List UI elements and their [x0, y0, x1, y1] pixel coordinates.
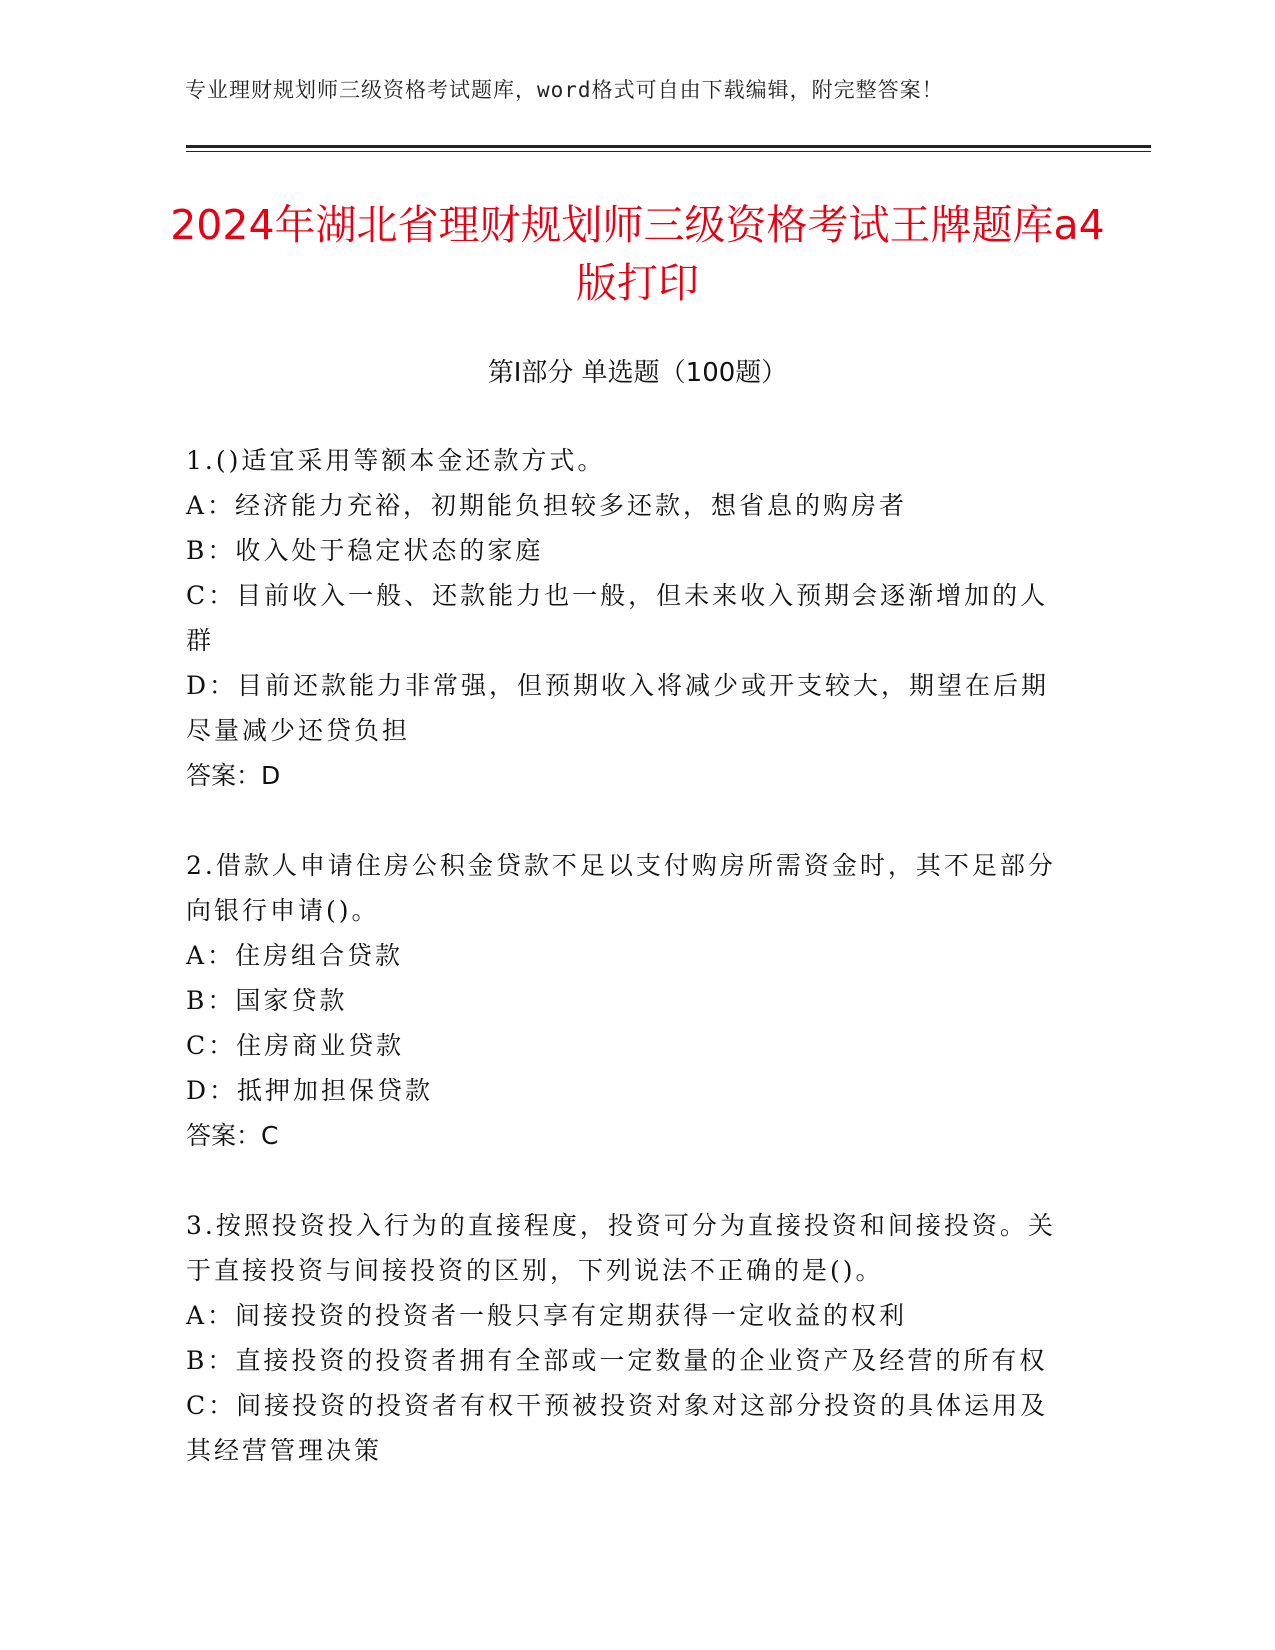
option-d: D：目前还款能力非常强，但预期收入将减少或开支较大，期望在后期尽量减少还贷负担: [186, 671, 1050, 745]
option-b: B：国家贷款: [186, 986, 348, 1015]
question-stem: 1.()适宜采用等额本金还款方式。: [186, 446, 606, 475]
option-a: A：经济能力充裕，初期能负担较多还款，想省息的购房者: [186, 491, 908, 520]
question-3: [186, 1203, 1066, 1473]
question-2: [186, 843, 1066, 1158]
option-a: A：住房组合贷款: [186, 941, 404, 970]
option-b: B：收入处于稳定状态的家庭: [186, 536, 544, 565]
section-title: 第Ⅰ部分 单选题（100题）: [487, 358, 788, 388]
question-1: [186, 438, 1066, 798]
question-stem: 2.借款人申请住房公积金贷款不足以支付购房所需资金时，其不足部分向银行申请()。: [186, 851, 1056, 925]
answer: 答案：D: [186, 761, 281, 790]
option-d: D：抵押加担保贷款: [186, 1076, 434, 1105]
header-note: 专业理财规划师三级资格考试题库，word格式可自由下载编辑，附完整答案！: [185, 78, 944, 102]
option-a: A：间接投资的投资者一般只享有定期获得一定收益的权利: [186, 1301, 908, 1330]
answer: 答案：C: [186, 1121, 279, 1150]
header-rule-thick: [186, 145, 1151, 148]
option-c: C：目前收入一般、还款能力也一般，但未来收入预期会逐渐增加的人群: [186, 581, 1049, 655]
question-stem: 3.按照投资投入行为的直接程度，投资可分为直接投资和间接投资。关于直接投资与间接投资的区别，下列说法不正确的是()。: [186, 1211, 1056, 1285]
option-b: B：直接投资的投资者拥有全部或一定数量的企业资产及经营的所有权: [186, 1346, 1048, 1375]
option-c: C：间接投资的投资者有权干预被投资对象对这部分投资的具体运用及其经营管理决策: [186, 1391, 1049, 1465]
header-rule-thin: [186, 151, 1151, 152]
document-title: 2024年湖北省理财规划师三级资格考试王牌题库a4版打印: [170, 201, 1105, 307]
question-list: [186, 438, 1066, 1518]
option-c: C：住房商业贷款: [186, 1031, 405, 1060]
